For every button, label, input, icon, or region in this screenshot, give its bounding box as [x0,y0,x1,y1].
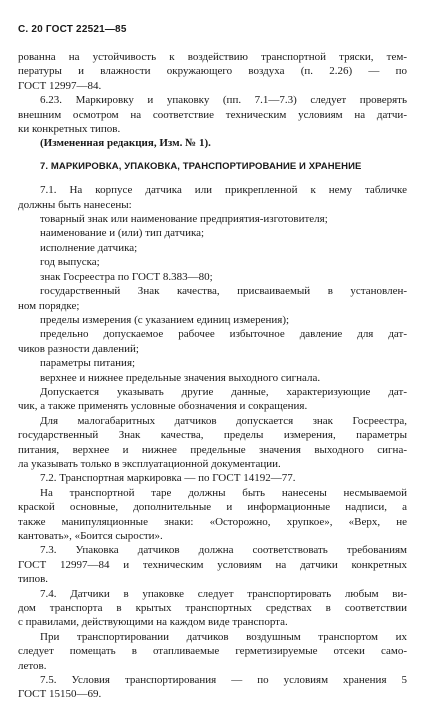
text-line: государственный Знак качества, пределы измерения, параметры [18,429,407,442]
document-body [18,50,407,702]
text-line: ГОСТ 15150—69. [18,688,102,701]
text-line: (Измененная редакция, Изм. № 1). [40,137,211,150]
text-line: пературы и влажности окружающего воздуха (п. 2.26) — по [18,65,407,78]
text-line: кантовать», «Боится сырости». [18,530,163,542]
text-line: ла указывать только в эксплуатационной документации. [18,457,281,470]
text-line: 7.3. Упаковка датчиков должна соответствовать требованиям [40,544,407,557]
text-line: параметры питания; [40,357,136,370]
spacer [18,174,407,183]
text-line: дом транспорта в крытых транспортных средствах в соответствии [18,602,407,615]
text-line: ки конкретных типов. [18,123,121,136]
text-line: ном порядке; [18,299,80,312]
page-header: С. 20 ГОСТ 22521—85 [18,24,127,35]
text-line: рованна на устойчивость к воздействию транспортной тряски, тем- [18,51,407,63]
text-line: 7.1. На корпусе датчика или прикрепленной к нему табличке [40,184,407,197]
text-line: При транспортировании датчиков воздушным транспортом их [40,630,407,643]
text-line: исполнение датчика; [40,241,138,254]
text-line: товарный знак или наименование предприятия-изготовителя; [40,213,328,226]
text-line: также манипуляционные знаки: «Осторожно, хрупкое», «Верх, не [18,515,407,528]
text-line: чик, а также применять условные обозначения и сокращения. [18,400,308,413]
text-line: Для малогабаритных датчиков допускается знак Госреестра, [40,414,407,427]
text-line: верхнее и нижнее предельные значения выходного сигнала. [40,371,321,384]
text-line: 7.5. Условия транспортирования — по условиям хранения 5 [40,674,407,687]
text-line: предельно допускаемое рабочее избыточное давление для дат- [40,328,407,341]
text-line: типов. [18,573,49,586]
text-line: летов. [18,659,47,672]
text-line: государственный Знак качества, присваиваемый в установлен- [40,285,407,298]
text-line: 7.4. Датчики в упаковке следует транспортировать любым ви- [40,587,407,600]
text-line: ГОСТ 12997—84 и техническим условиям на датчики конкретных [18,558,407,571]
text-line: внешним осмотром на соответствие техническим условиям на датчи- [18,108,407,121]
text-line: наименование и (или) тип датчика; [40,227,205,240]
text-line: знак Госреестра по ГОСТ 8.383—80; [40,270,213,283]
spacer [18,151,407,160]
text-line: 6.23. Маркировку и упаковку (пп. 7.1—7.3) следует проверять [40,94,407,107]
text-line: питания, верхнее и нижнее предельные значения выходного сигна- [18,443,407,456]
text-line: Допускается указывать другие данные, характеризующие дат- [40,385,407,398]
text-line: чиков разности давлений; [18,342,139,355]
text-line: следует помещать в отапливаемые герметизируемые отсеки само- [18,645,407,658]
text-line: краской основные, дополнительные и информационные надписи, а [18,501,407,514]
text-line: На транспортной таре должны быть нанесены несмываемой [40,486,407,499]
text-line: пределы измерения (с указанием единиц измерения); [40,313,290,326]
text-line: год выпуска; [40,256,100,269]
text-line: 7.2. Транспортная маркировка — по ГОСТ 14192—77. [40,472,296,485]
text-line: должны быть нанесены: [18,198,132,211]
section-heading: 7. МАРКИРОВКА, УПАКОВКА, ТРАНСПОРТИРОВАНИЕ И ХРАНЕНИЕ [40,160,362,172]
text-line: с правилами, действующими на каждом виде транспорта. [18,616,288,629]
text-line: ГОСТ 12997—84. [18,79,102,92]
